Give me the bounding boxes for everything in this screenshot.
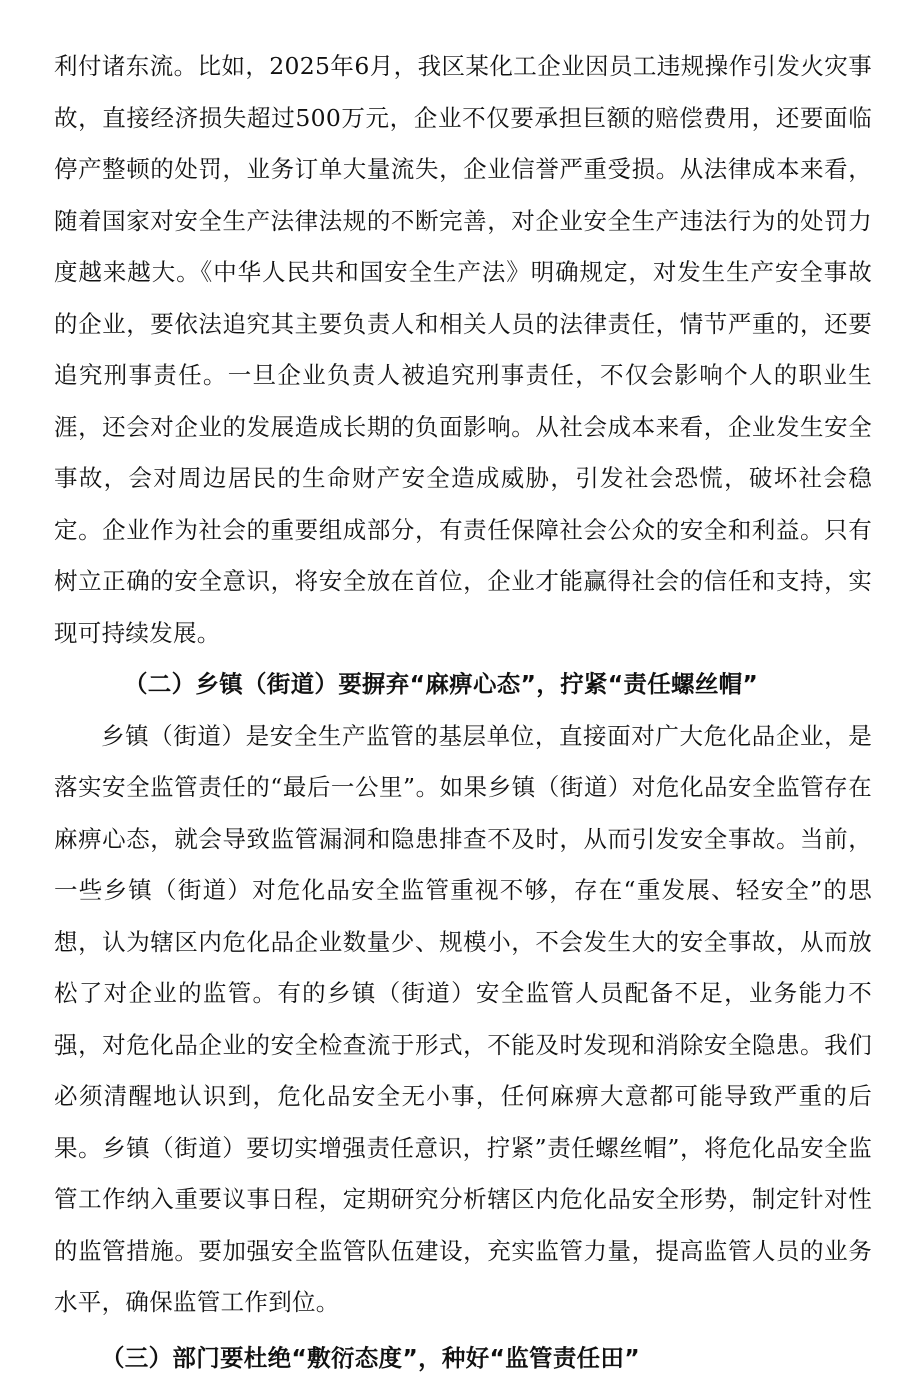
paragraph-township-supervision: 乡镇（街道）是安全生产监管的基层单位，直接面对广大危化品企业，是落实安全监管责任的“最后一公里”。如果乡镇（街道）对危化品安全监管存在麻痹心态，就会导致监管漏洞和隐患排查不及时，从而引发安全事故。当前，一些乡镇（街道）对危化品安全监管重视不够，存在“重发展、轻安全”的思想，认为辖区内危化品企业数量少、规模小，不会发生大的安全事故，从而放松了对企业的监管。有的乡镇（街道）安全监管人员配备不足，业务能力不强，对危化品企业的安全检查流于形式，不能及时发现和消除安全隐患。我们必须清醒地认识到，危化品安全无小事，任何麻痹大意都可能导致严重的后果。乡镇（街道）要切实增强责任意识，拧紧”责任螺丝帽”，将危化品安全监管工作纳入重要议事日程，定期研究分析辖区内危化品安全形势，制定针对性的监管措施。要加强安全监管队伍建设，充实监管力量，提高监管人员的业务水平，确保监管工作到位。 [54, 711, 872, 1329]
document-body [54, 41, 872, 1384]
paragraph-cost-analysis: 利付诸东流。比如，2025年6月，我区某化工企业因员工违规操作引发火灾事故，直接经济损失超过500万元，企业不仅要承担巨额的赔偿费用，还要面临停产整顿的处罚，业务订单大量流失，企业信誉严重受损。从法律成本来看，随着国家对安全生产法律法规的不断完善，对企业安全生产违法行为的处罚力度越来越大。《中华人民共和国安全生产法》明确规定，对发生生产安全事故的企业，要依法追究其主要负责人和相关人员的法律责任，情节严重的，还要追究刑事责任。一旦企业负责人被追究刑事责任，不仅会影响个人的职业生涯，还会对企业的发展造成长期的负面影响。从社会成本来看，企业发生安全事故，会对周边居民的生命财产安全造成威胁，引发社会恐慌，破坏社会稳定。企业作为社会的重要组成部分，有责任保障社会公众的安全和利益。只有树立正确的安全意识，将安全放在首位，企业才能赢得社会的信任和支持，实现可持续发展。 [54, 41, 872, 659]
section-heading-township: （二）乡镇（街道）要摒弃“麻痹心态”，拧紧“责任螺丝帽” [54, 659, 872, 711]
section-heading-departments: （三）部门要杜绝“敷衍态度”，种好“监管责任田” [54, 1333, 872, 1384]
